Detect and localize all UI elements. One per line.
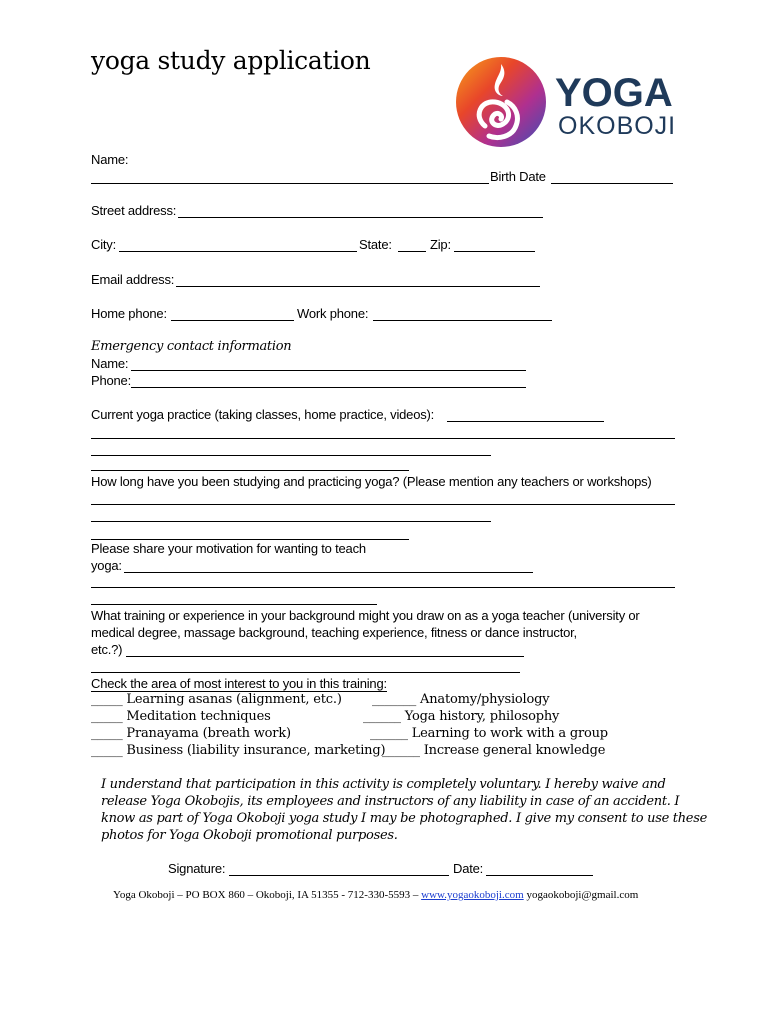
waiver-line-3: know as part of Yoga Okoboji yoga study I may be photographed. I give my consent to use these xyxy=(101,811,707,826)
website-link[interactable]: www.yogaokoboji.com xyxy=(421,889,524,901)
emergency-phone-label: Phone: xyxy=(91,373,132,388)
date-label: Date: xyxy=(453,861,484,876)
email-label: Email address: xyxy=(91,272,175,287)
signature-field[interactable] xyxy=(229,875,449,876)
date-field[interactable] xyxy=(486,875,593,876)
name-label: Name: xyxy=(91,152,129,167)
current-practice-field-2[interactable] xyxy=(91,438,675,439)
logo-word2: OKOBOJI xyxy=(558,112,677,140)
how-long-field-1[interactable] xyxy=(91,504,675,505)
zip-label: Zip: xyxy=(430,237,451,252)
emergency-name-field[interactable] xyxy=(131,370,526,371)
birth-date-label: Birth Date xyxy=(490,169,546,184)
interest-history[interactable]: ______ Yoga history, philosophy xyxy=(363,709,560,724)
interest-meditation[interactable]: _____ Meditation techniques xyxy=(91,709,271,724)
birth-date-field[interactable] xyxy=(551,183,673,184)
logo-word1: YOGA xyxy=(555,71,673,115)
emergency-heading: Emergency contact information xyxy=(91,339,292,354)
current-practice-field-3[interactable] xyxy=(91,455,491,456)
training-field-1[interactable] xyxy=(126,656,524,657)
state-field[interactable] xyxy=(398,251,426,252)
interest-heading: Check the area of most interest to you in this training: xyxy=(91,676,387,691)
name-field[interactable] xyxy=(91,183,489,184)
interest-business[interactable]: _____ Business (liability insurance, marketing) xyxy=(91,743,386,758)
current-practice-field-4[interactable] xyxy=(91,470,409,471)
waiver-line-4: photos for Yoga Okoboji promotional purposes. xyxy=(101,828,398,843)
current-practice-field-1[interactable] xyxy=(447,421,604,422)
zip-field[interactable] xyxy=(454,251,535,252)
home-phone-label: Home phone: xyxy=(91,306,167,321)
work-phone-field[interactable] xyxy=(373,320,552,321)
footer xyxy=(113,889,638,901)
footer-address: Yoga Okoboji – PO BOX 860 – Okoboji, IA 51355 - 712-330-5593 – xyxy=(113,889,422,901)
page-title: yoga study application xyxy=(91,46,371,75)
work-phone-label: Work phone: xyxy=(297,306,369,321)
city-field[interactable] xyxy=(119,251,357,252)
interest-group[interactable]: ______ Learning to work with a group xyxy=(370,726,608,741)
yoga-okoboji-logo xyxy=(455,56,715,156)
waiver-line-2: release Yoga Okobojis, its employees and instructors of any liability in case of an accident. I xyxy=(101,794,680,809)
how-long-field-2[interactable] xyxy=(91,521,491,522)
emergency-name-label: Name: xyxy=(91,356,129,371)
state-label: State: xyxy=(359,237,392,252)
training-label-2: medical degree, massage background, teaching experience, fitness or dance instructor, xyxy=(91,625,577,640)
training-label-3: etc.?) xyxy=(91,642,123,657)
motivation-field-1[interactable] xyxy=(124,572,533,573)
footer-email: yogaokoboji@gmail.com xyxy=(523,889,639,901)
training-field-2[interactable] xyxy=(91,672,520,673)
motivation-field-3[interactable] xyxy=(91,604,377,605)
training-label-1: What training or experience in your background might you draw on as a yoga teacher (university or xyxy=(91,608,640,623)
signature-label: Signature: xyxy=(168,861,226,876)
how-long-field-3[interactable] xyxy=(91,539,409,540)
city-label: City: xyxy=(91,237,117,252)
how-long-label: How long have you been studying and practicing yoga? (Please mention any teachers or workshops) xyxy=(91,474,652,489)
email-field[interactable] xyxy=(176,286,540,287)
interest-knowledge[interactable]: ______ Increase general knowledge xyxy=(382,743,606,758)
waiver-line-1: I understand that participation in this activity is completely voluntary. I hereby waive and xyxy=(101,777,666,792)
emergency-phone-field[interactable] xyxy=(131,387,526,388)
motivation-label-2: yoga: xyxy=(91,558,122,573)
street-field[interactable] xyxy=(178,217,543,218)
motivation-label-1: Please share your motivation for wanting to teach xyxy=(91,541,366,556)
current-practice-label: Current yoga practice (taking classes, home practice, videos): xyxy=(91,407,435,422)
street-label: Street address: xyxy=(91,203,177,218)
interest-asanas[interactable]: _____ Learning asanas (alignment, etc.) xyxy=(91,692,342,707)
interest-pranayama[interactable]: _____ Pranayama (breath work) xyxy=(91,726,291,741)
motivation-field-2[interactable] xyxy=(91,587,675,588)
interest-anatomy[interactable]: _______ Anatomy/physiology xyxy=(372,692,550,707)
home-phone-field[interactable] xyxy=(171,320,294,321)
